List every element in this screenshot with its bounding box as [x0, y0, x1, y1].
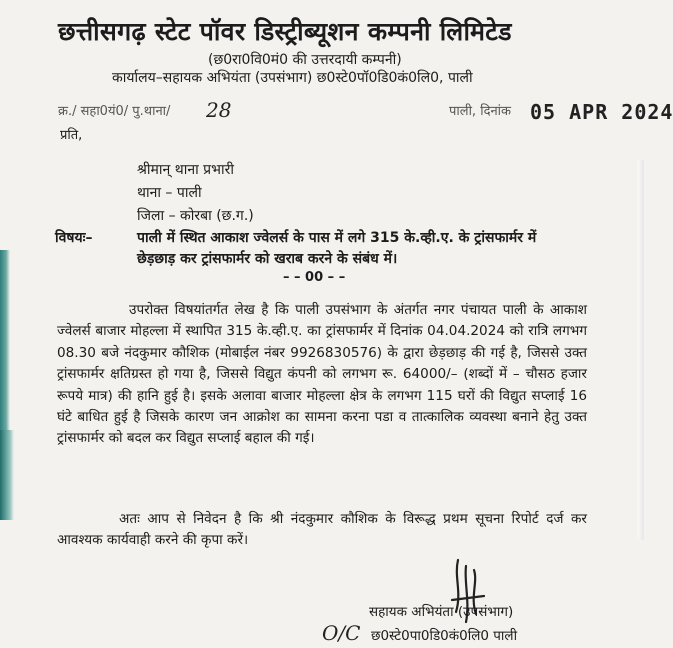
company-title: छत्तीसगढ़ स्टेट पॉवर डिस्ट्रीब्यूशन कम्पनी लिमिटेड	[58, 17, 512, 46]
reference-number: 28	[206, 98, 232, 122]
photo-edge-left-dark	[0, 430, 14, 520]
signatory-designation: सहायक अभियंता (उपसंभाग)	[369, 604, 514, 620]
oc-mark: O/C	[322, 621, 361, 645]
subject-divider: – – 00 – –	[283, 270, 346, 285]
company-subtitle: (छ0रा0वि0मं0 की उत्तरदायी कम्पनी)	[208, 52, 402, 68]
addressee-line-2: थाना – पाली	[137, 185, 202, 201]
date-label: पाली, दिनांक	[449, 104, 512, 119]
body-paragraph-2: अतः आप से निवेदन है कि श्री नंदकुमार कौशिक के विरूद्ध प्रथम सूचना रिपोर्ट दर्ज कर आवश्यक कार्यवाही करने की कृपा करें।	[57, 511, 587, 549]
reference-label: क्र./ सहा0यं0/ पु.थाना/	[58, 104, 171, 119]
body-paragraph-1: उपरोक्त विषयांतर्गत लेख है कि पाली उपसंभाग के अंतर्गत नगर पंचायत पाली के आकाश ज्वेलर्स बाजार मोहल्ला में स्थापित 315 के.व्ही.ए. का ट्रांसफार्मर में दिनांक 04.04.2024 को रात्रि लगभग 08.30 बजे नंदकुमार कौशिक (मोबाईल नंबर 9926830576) के द्वारा छेड़छाड़ की गई है, जिससे उक्त ट्रांसफार्मर क्षतिग्रस्त हो गया है, जिससे विद्युत कंपनी को लगभग रू. 64000/– (शब्दों में – चौसठ हजार रूपये मात्र) की हानि हुई है। इसके अलावा बाजार मोहल्ला क्षेत्र के लगभग 115 घरों की विद्युत सप्लाई 16 घंटे बाधित हुई है जिसके कारण जन आक्रोश का सामना करना पडा व तात्कालिक व्यवस्था बनाने हेतु उक्त ट्रांसफार्मर को बदल कर विद्युत सप्लाई बहाल की गई।	[57, 302, 587, 447]
prati-label: प्रति,	[60, 128, 83, 143]
addressee-line-3: जिला – कोरबा (छ.ग.)	[137, 208, 254, 224]
office-line: कार्यालय–सहायक अभियंता (उपसंभाग) छ0स्टे0पॉ0डि0कं0लि0, पाली	[112, 70, 473, 86]
subject-label: विषयः–	[55, 230, 93, 246]
addressee-line-1: श्रीमान् थाना प्रभारी	[137, 162, 234, 178]
signature-scribble	[440, 552, 500, 632]
subject-text: पाली में स्थित आकाश ज्वेलर्स के पास में लगे 315 के.व्ही.ए. के ट्रांसफार्मर में छेड़छाड़ कर ट्रांसफार्मर को खराब करने के संबंध में।	[137, 230, 537, 267]
photo-edge-right	[636, 160, 644, 540]
date-stamp: 05 APR 2024	[530, 100, 673, 124]
signatory-organization: छ0स्टे0पा0डि0कं0लि0 पाली	[371, 628, 518, 644]
